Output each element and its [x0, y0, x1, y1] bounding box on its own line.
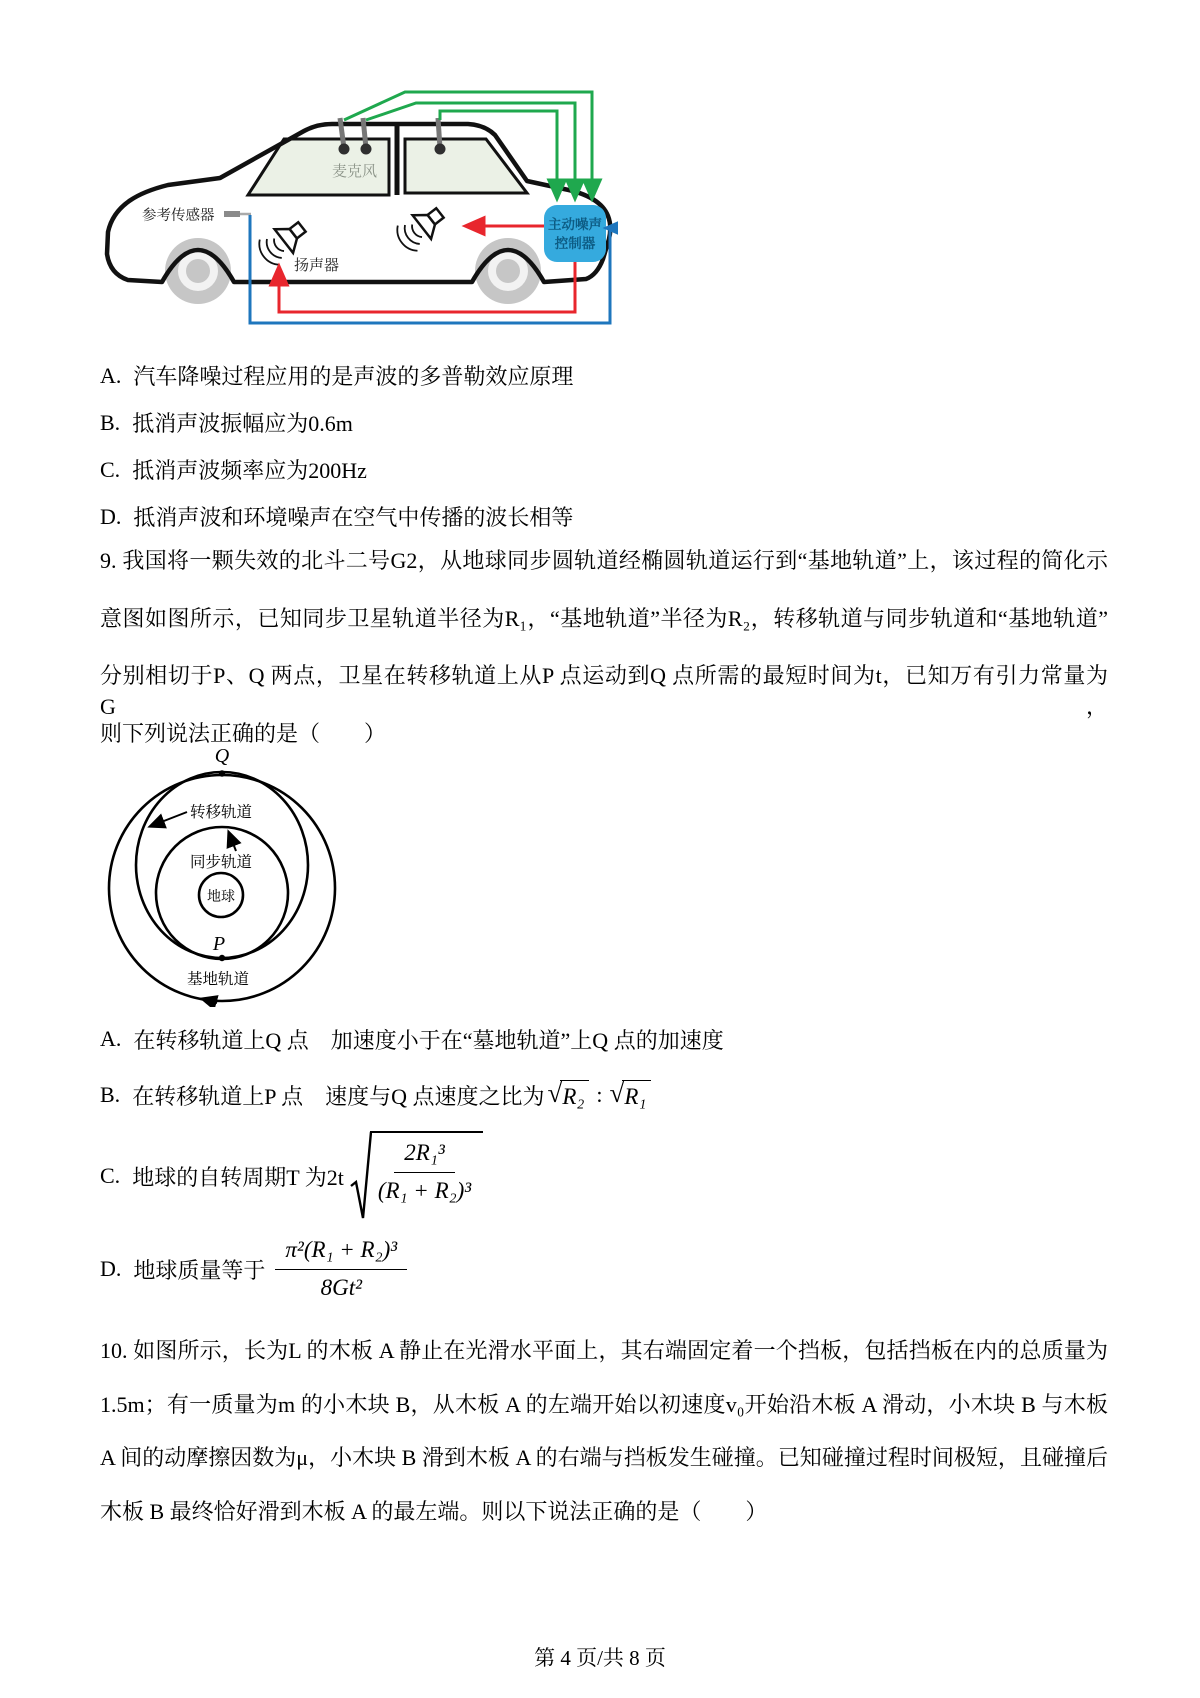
sqrt-content: R₁: [622, 1080, 651, 1109]
fraction-numerator: π²(R₁ + R₂)³: [275, 1236, 407, 1270]
fraction-numerator: 2R₁³: [394, 1139, 454, 1173]
stem-line: A 间的动摩擦因数为μ，小木块 B 滑到木板 A 的右端与挡板发生碰撞。已知碰撞过程时间极短，且碰撞后: [100, 1445, 1108, 1470]
reference-sensor-icon: [224, 211, 240, 217]
rear-window: [405, 139, 527, 193]
sqrt-expression: [548, 1080, 590, 1109]
option-label: A.: [100, 1026, 122, 1051]
question-8-options: [100, 352, 1108, 540]
option-text: 在转移轨道上Q 点 加速度小于在“墓地轨道”上Q 点的加速度: [133, 1027, 724, 1053]
controller-label-line2: 控制器: [554, 236, 596, 251]
option-label: C.: [100, 456, 121, 482]
base-orbit-label: 基地轨道: [187, 971, 250, 988]
q9-option-b: [100, 1064, 1108, 1126]
option-text: 抵消声波振幅应为0.6m: [132, 411, 353, 436]
option-text: 抵消声波频率应为200Hz: [132, 458, 367, 483]
question-9-options: [100, 1014, 1108, 1312]
option-label: B.: [100, 1082, 121, 1107]
microphone-label: 麦克风: [332, 164, 378, 180]
stem-line: 10. 如图所示，长为L 的木板 A 静止在光滑水平面上，其右端固定着一个挡板，包括挡板在内的总质量为: [100, 1338, 1108, 1363]
rear-speaker: [392, 200, 450, 255]
sqrt-radical: √: [609, 1078, 625, 1109]
option-label: A.: [100, 362, 122, 388]
option-text: 地球的自转周期T 为2t: [132, 1164, 344, 1190]
option-text: 汽车降噪过程应用的是声波的多普勒效应原理: [133, 364, 574, 389]
car-noise-cancellation-figure: [98, 68, 618, 332]
point-p-dot: [219, 955, 225, 961]
question-10-stem: [100, 1334, 1108, 1548]
fraction: [275, 1236, 407, 1303]
option-label: B.: [100, 409, 121, 435]
big-sqrt-expression: [350, 1130, 483, 1222]
orbit-figure: [95, 745, 347, 1007]
stem-line: 9. 我国将一颗失效的北斗二号G2，从地球同步圆轨道经椭圆轨道运行到“基地轨道”上，该过程的简化示: [100, 548, 1108, 573]
stem-line: 则下列说法正确的是（ ）: [100, 720, 387, 746]
speaker-label: 扬声器: [294, 258, 340, 274]
option-label: D.: [100, 503, 122, 529]
option-label: C.: [100, 1163, 121, 1188]
q9-option-c: [100, 1126, 1108, 1226]
microphone-head: [435, 144, 446, 155]
fraction: [378, 1139, 471, 1206]
sqrt-content: [370, 1131, 483, 1208]
sync-orbit-label: 同步轨道: [190, 854, 253, 871]
q8-option-d: [100, 493, 1108, 540]
stem-line: 1.5m；有一质量为m 的小木块 B，从木板 A 的左端开始以初速度v₀开始沿木板 A 滑动，小木块 B 与木板: [100, 1391, 1108, 1417]
point-q-label: Q: [214, 745, 230, 767]
controller-box: [544, 205, 606, 262]
q9-option-d: [100, 1226, 1108, 1312]
earth-label: 地球: [207, 890, 235, 905]
q9-option-a: [100, 1014, 1108, 1064]
question-9-stem: [100, 544, 1108, 774]
q8-option-b: [100, 399, 1108, 446]
reference-sensor-label: 参考传感器: [142, 208, 215, 224]
sqrt-content: R₂: [560, 1080, 589, 1109]
q8-option-c: [100, 446, 1108, 493]
controller-label-line1: 主动噪声: [548, 217, 602, 232]
option-text: 在转移轨道上P 点 速度与Q 点速度之比为: [132, 1083, 545, 1109]
option-text: 抵消声波和环境噪声在空气中传播的波长相等: [133, 505, 574, 530]
page-number: 第 4 页/共 8 页: [534, 1646, 666, 1670]
sync-orbit-pointer: [229, 833, 236, 851]
q8-option-a: [100, 352, 1108, 399]
fraction-denominator: (R₁ + R₂)³: [377, 1177, 472, 1203]
stem-line: 意图如图所示，已知同步卫星轨道半径为R₁，“基地轨道”半径为R₂，转移轨道与同步轨道和“基地轨道”: [100, 605, 1108, 631]
microphone-head: [361, 144, 372, 155]
stem-line: 分别相切于P、Q 两点，卫星在转移轨道上从P 点运动到Q 点所需的最短时间为t，已知万有引力常量为G，: [100, 663, 1108, 719]
option-label: D.: [100, 1256, 122, 1281]
sqrt-radical: [350, 1130, 372, 1222]
stem-line: 木板 B 最终恰好滑到木板 A 的最左端。则以下说法正确的是（ ）: [100, 1498, 768, 1524]
transfer-orbit-pointer: [151, 812, 187, 826]
sqrt-radical: √: [547, 1078, 563, 1109]
transfer-orbit-label: 转移轨道: [190, 804, 253, 821]
option-text: 地球质量等于: [133, 1257, 266, 1283]
point-p-label: P: [212, 933, 226, 955]
sqrt-expression: [610, 1080, 652, 1109]
fraction-denominator: 8Gt²: [320, 1274, 362, 1300]
microphone-head: [339, 144, 350, 155]
point-q-dot: [219, 770, 225, 776]
ratio-colon: :: [596, 1082, 603, 1107]
